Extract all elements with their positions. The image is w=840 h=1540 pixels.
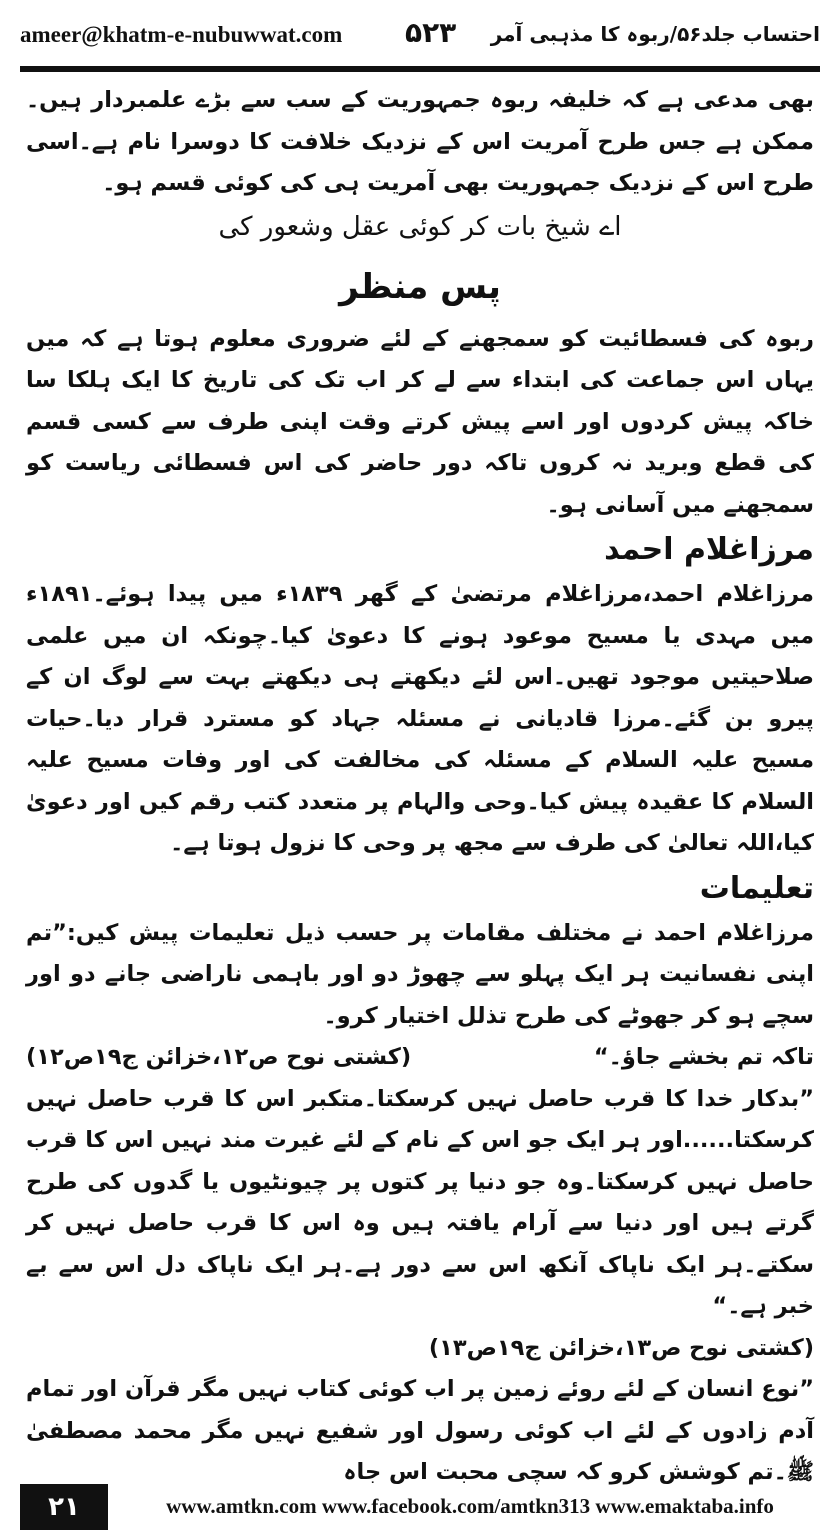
- header-page-number: ۵۲۳: [405, 16, 457, 49]
- section-title: پس منظر: [339, 266, 501, 307]
- reference-2: (کشتی نوح ص۱۳،خزائن ج۱۹ص۱۳): [428, 1334, 814, 1361]
- header-rule: [20, 66, 820, 72]
- verse-line: اے شیخ بات کر کوئی عقل وشعور کی: [218, 211, 622, 242]
- quote-end: تاکہ تم بخشے جاؤ۔“: [593, 1044, 814, 1070]
- footer-page-number: ۲۱: [20, 1484, 108, 1530]
- heading-teachings: تعلیمات: [699, 870, 814, 906]
- paragraph-teachings: مرزاغلام احمد نے مختلف مقامات پر حسب ذیل تعلیمات پیش کیں:”تم اپنی نفسانیت ہر ایک پہلو سے چھوڑ دو اور باہمی ناراضی جانے دو اور سچے ہو کر جھوٹے کی طرح تذلل اختیار کرو۔: [26, 919, 814, 1029]
- page-body: [26, 80, 814, 1494]
- paragraph-quote-2: ”بدکار خدا کا قرب حاصل نہیں کرسکتا۔متکبر اس کا قرب حاصل نہیں کرسکتا......اور ہر ایک جو اس کے نام کے لئے غیرت مند نہیں اس کا قرب حاصل نہیں کرسکتا۔وہ جو دنیا پر کتوں پر چیونٹیوں یا گدوں کی طرح گرتے ہیں اور دنیا سے آرام یافتہ ہیں وہ اس کا قرب حاصل نہیں کر سکتے۔ہر ایک ناپاک آنکھ اس سے دور ہے۔ہر ایک ناپاک دل اس سے بے خبر ہے۔“: [26, 1085, 814, 1319]
- page-footer: [20, 1484, 820, 1530]
- page-header: [20, 10, 820, 52]
- header-email: ameer@khatm-e-nubuwwat.com: [20, 22, 343, 47]
- heading-mirza: مرزاغلام احمد: [604, 532, 814, 567]
- footer-urls: www.amtkn.com www.facebook.com/amtkn313 www.emaktaba.info: [166, 1494, 774, 1518]
- quote-end-row: [26, 1037, 814, 1079]
- paragraph-quote-3: ”نوع انسان کے لئے روئے زمین پر اب کوئی کتاب نہیں مگر قرآن اور تمام آدم زادوں کے لئے اب کوئی رسول اور شفیع نہیں مگر محمد مصطفیٰ ﷺ۔تم کوشش کرو کہ سچی محبت اس جاہ: [26, 1376, 814, 1485]
- paragraph-background: ربوہ کی فسطائیت کو سمجھنے کے لئے ضروری معلوم ہوتا ہے کہ میں یہاں اس جماعت کی ابتداء سے لے کر اب تک کی تاریخ کا ایک ہلکا سا خاکہ پیش کردوں اور اسے پیش کرتے وقت اپنی طرف سے کسی قسم کی قطع وبرید نہ کروں تاکہ دور حاضر کی اس فسطائی ریاست کو سمجھنے میں آسانی ہو۔: [26, 325, 814, 518]
- reference-1: (کشتی نوح ص۱۲،خزائن ج۱۹ص۱۲): [26, 1044, 412, 1070]
- header-book-title: احتساب جلد۵۶/ربوہ کا مذہبی آمر: [490, 22, 820, 46]
- paragraph-intro: بھی مدعی ہے کہ خلیفہ ربوہ جمہوریت کے سب سے بڑے علمبردار ہیں۔ممکن ہے جس طرح آمریت اس کے نزدیک خلافت کا دوسرا نام ہے۔اسی طرح اس کے نزدیک جمہوریت بھی آمریت ہی کی کوئی قسم ہو۔: [26, 87, 814, 196]
- paragraph-mirza: مرزاغلام احمد،مرزاغلام مرتضیٰ کے گھر ۱۸۳۹ء میں پیدا ہوئے۔۱۸۹۱ء میں مہدی یا مسیح موعود ہونے کا دعویٰ کیا۔چونکہ ان میں علمی صلاحیتیں موجود تھیں۔اس لئے دیکھتے ہی دیکھتے بہت سے لوگ ان کے پیرو بن گئے۔مرزا قادیانی نے مسئلہ جہاد کو مسترد قرار دیا۔حیات مسیح علیہ السلام کے مسئلہ کی مخالفت کی اور وفات مسیح علیہ السلام کا عقیدہ پیش کیا۔وحی والہام پر متعدد کتب رقم کیں اور دعویٰ کیا،اللہ تعالیٰ کی طرف سے مجھ پر وحی کا نزول ہوتا ہے۔: [26, 581, 814, 856]
